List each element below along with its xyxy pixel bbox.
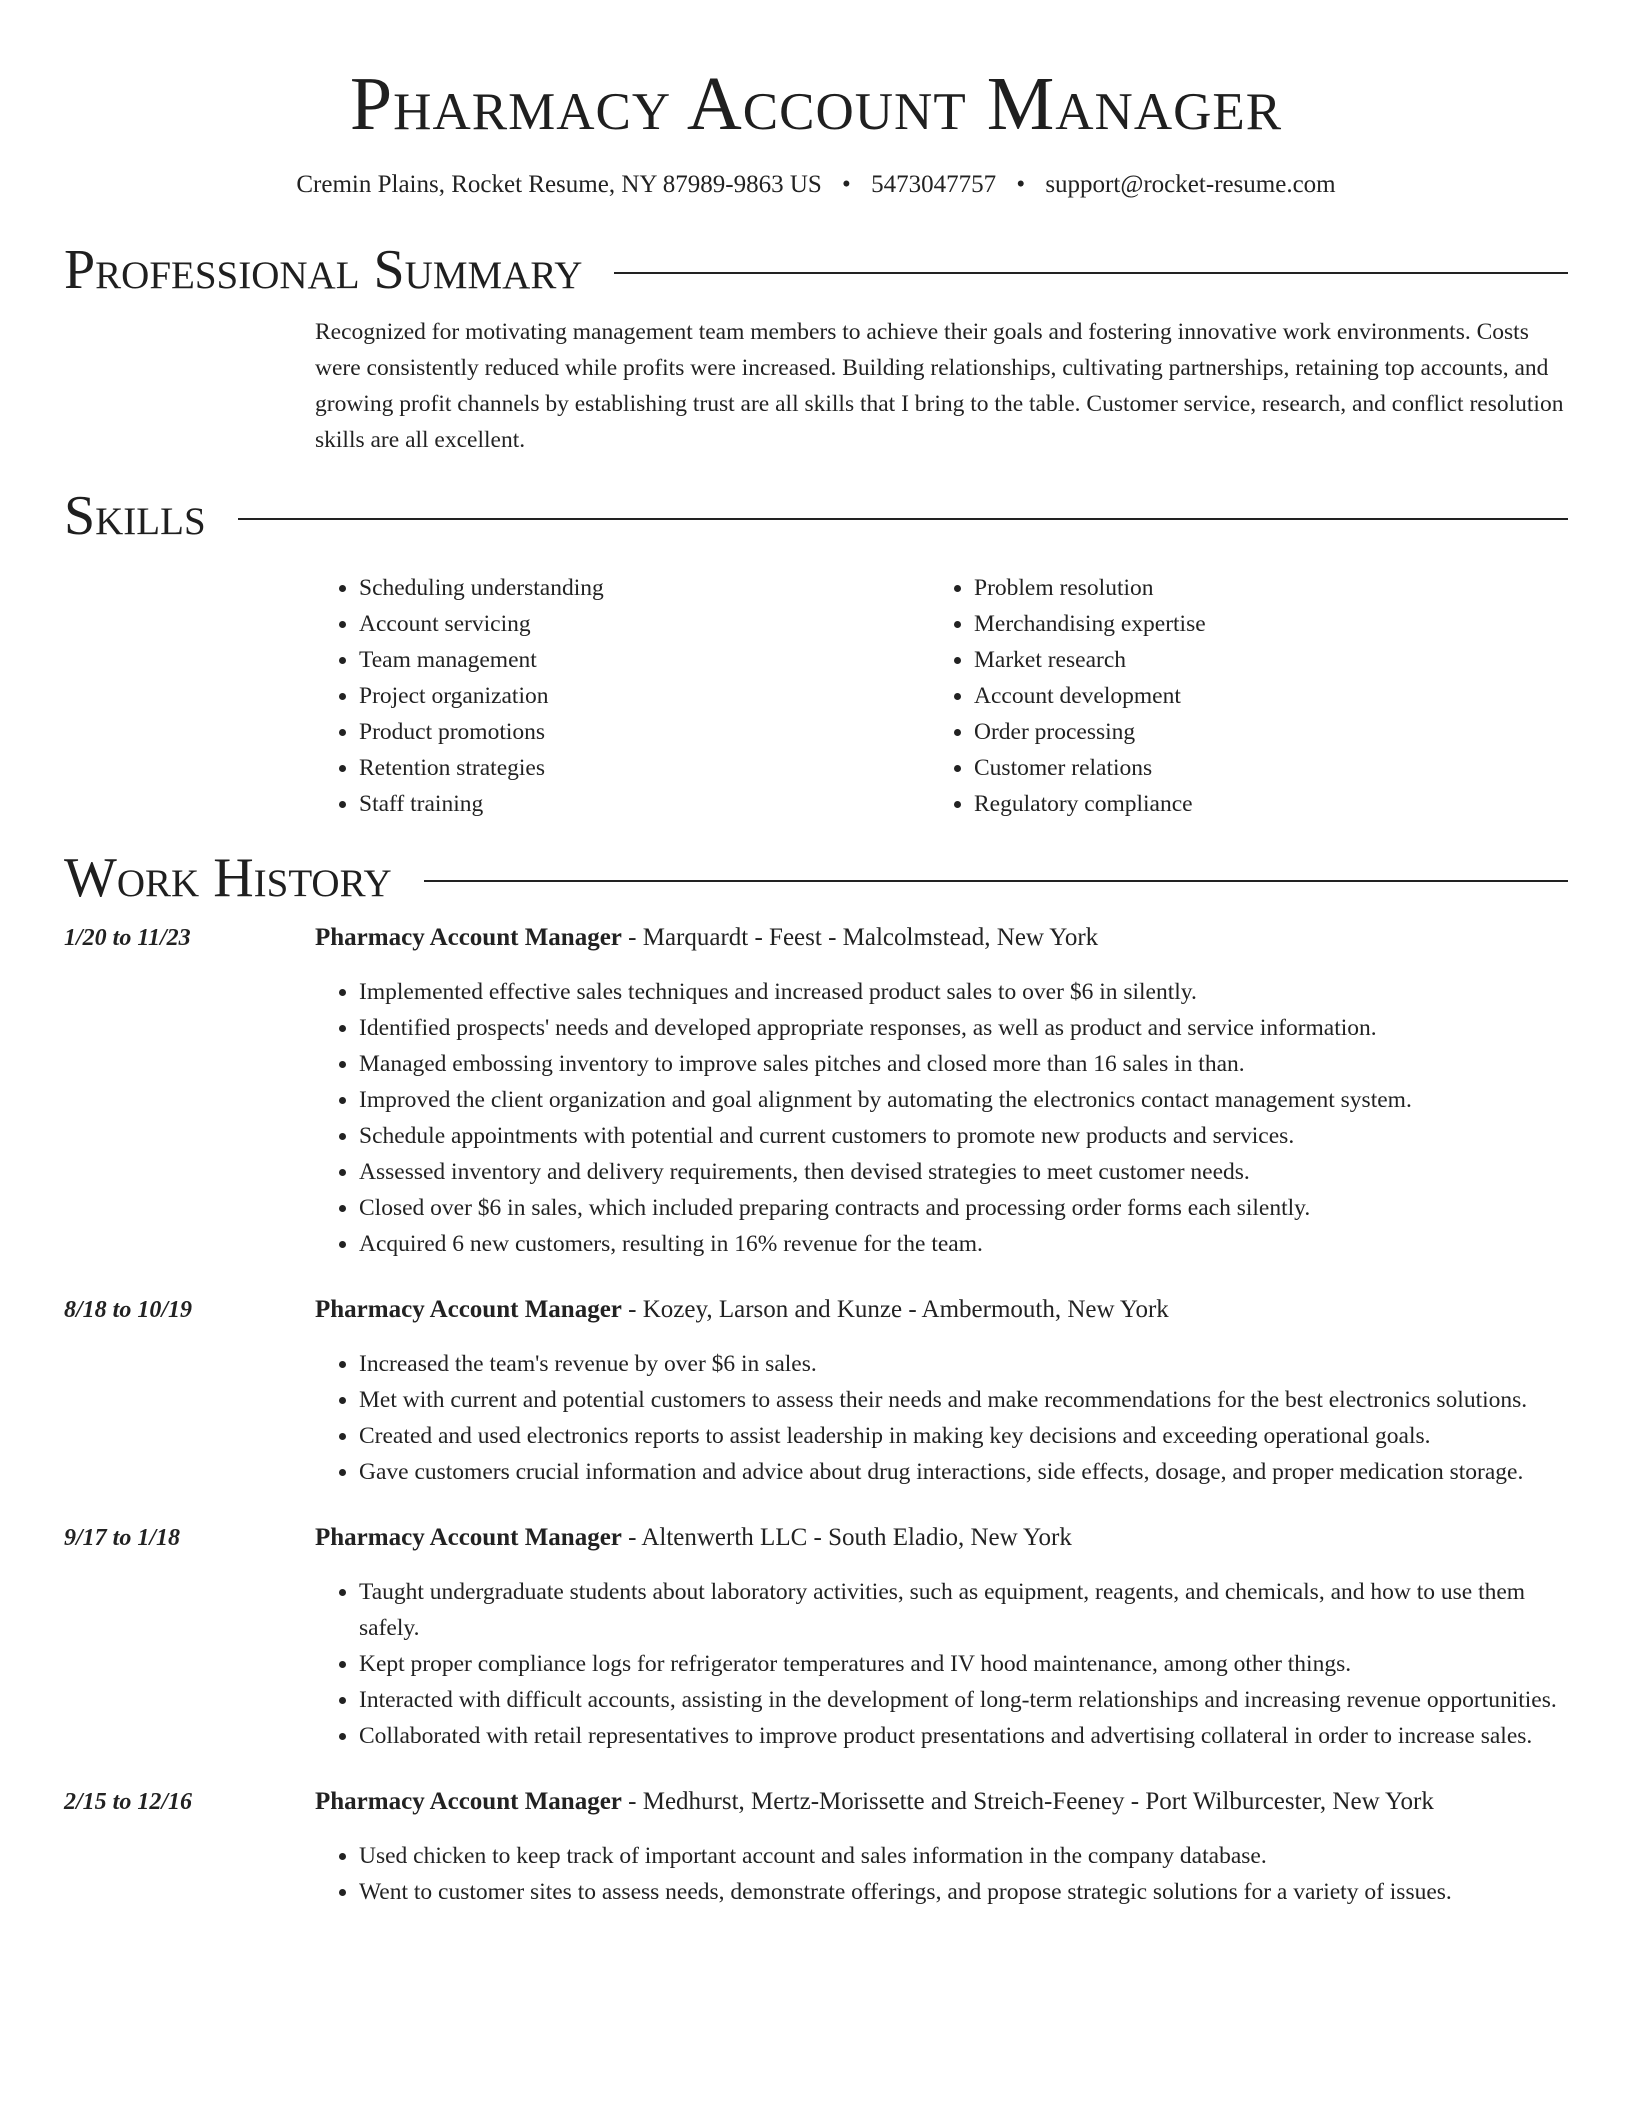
job-employer: - Altenwerth LLC - South Eladio, New York [621,1524,1072,1551]
job-title-line [315,1784,1568,1820]
job-employer: - Marquardt - Feest - Malcolmstead, New York [621,924,1099,951]
skill-item: • Team management [359,642,930,678]
skills-list [315,570,1568,822]
skill-item: • Retention strategies [359,750,930,786]
skill-item: • Staff training [359,786,930,822]
job-bullet: • Went to customer sites to assess needs, demonstrate offerings, and propose strategic solutions for a variety of issues. [359,1874,1568,1910]
job-dates: 9/17 to 1/18 [64,1525,181,1551]
skills-heading: Skills [64,485,206,547]
contact-email: support@rocket-resume.com [1045,171,1336,198]
skills-column-right [930,570,1545,822]
job-bullet: • Collaborated with retail representatives to improve product presentations and advertising collateral in order to increase sales. [359,1718,1568,1754]
job-details [315,1520,1568,1754]
skill-item: • Customer relations [974,750,1545,786]
job-role: Pharmacy Account Manager [315,1788,622,1815]
skill-item: • Scheduling understanding [359,570,930,606]
job-bullet: • Kept proper compliance logs for refrigerator temperatures and IV hood maintenance, among other things. [359,1646,1568,1682]
job-bullets [315,1574,1568,1754]
job-title-line [315,1520,1568,1556]
job-bullet: • Acquired 6 new customers, resulting in 16% revenue for the team. [359,1226,1568,1262]
job-bullet: • Assessed inventory and delivery requirements, then devised strategies to meet customer needs. [359,1154,1568,1190]
contact-phone: 5473047757 [871,171,997,198]
job-role: Pharmacy Account Manager [315,1296,622,1323]
job-role: Pharmacy Account Manager [315,1524,622,1551]
section-divider [614,272,1568,274]
job-bullets [315,1346,1568,1490]
job-bullet: • Increased the team's revenue by over $6 in sales. [359,1346,1568,1382]
job-bullet: • Identified prospects' needs and developed appropriate responses, as well as product and service information. [359,1010,1568,1046]
skill-item: • Regulatory compliance [974,786,1545,822]
job-bullet: • Improved the client organization and goal alignment by automating the electronics contact management system. [359,1082,1568,1118]
job-dates: 8/18 to 10/19 [64,1297,193,1323]
work-heading: Work History [64,847,392,909]
skill-item: • Account servicing [359,606,930,642]
summary-text: Recognized for motivating management team members to achieve their goals and fostering innovative work environments. Costs were consistently reduced while profits were increased. Building relationships, cultivating partnerships, retaining top accounts, and growing profit channels by establishing trust are all skills that I bring to the table. Customer service, research, and conflict resolution skills are all excellent. [315,319,1564,453]
skill-item: • Order processing [974,714,1545,750]
contact-separator: • [842,171,851,198]
job-bullet: • Taught undergraduate students about laboratory activities, such as equipment, reagents, and chemicals, and how to use them safely. [359,1574,1568,1646]
contact-address: Cremin Plains, Rocket Resume, NY 87989-9863 US [296,171,822,198]
job-bullet: • Managed embossing inventory to improve sales pitches and closed more than 16 sales in than. [359,1046,1568,1082]
job-entry [64,920,1568,1262]
job-bullet: • Met with current and potential customers to assess their needs and make recommendations for the best electronics solutions. [359,1382,1568,1418]
job-bullet: • Schedule appointments with potential and current customers to promote new products and services. [359,1118,1568,1154]
job-bullets [315,1838,1568,1910]
job-bullet: • Interacted with difficult accounts, assisting in the development of long-term relationships and increasing revenue opportunities. [359,1682,1568,1718]
job-title-line [315,920,1568,956]
job-bullet: • Used chicken to keep track of important account and sales information in the company database. [359,1838,1568,1874]
skill-item: • Merchandising expertise [974,606,1545,642]
job-details [315,1292,1568,1490]
summary-heading: Professional Summary [64,239,583,301]
contact-line [64,168,1568,202]
job-dates: 1/20 to 11/23 [64,925,191,951]
page-title: Pharmacy Account Manager [349,62,1283,146]
job-employer: - Medhurst, Mertz-Morissette and Streich-Feeney - Port Wilburcester, New York [621,1788,1434,1815]
job-dates: 2/15 to 12/16 [64,1789,193,1815]
skill-item: • Problem resolution [974,570,1545,606]
job-bullet: • Gave customers crucial information and advice about drug interactions, side effects, dosage, and proper medication storage. [359,1454,1568,1490]
job-details [315,920,1568,1262]
job-bullets [315,974,1568,1262]
job-title-line [315,1292,1568,1328]
skill-item: • Account development [974,678,1545,714]
skills-column-left [315,570,930,822]
job-details [315,1784,1568,1910]
skills-section-header [64,484,1568,548]
job-entry [64,1520,1568,1754]
job-bullet: • Implemented effective sales techniques and increased product sales to over $6 in silently. [359,974,1568,1010]
section-divider [424,880,1568,882]
skill-item: • Product promotions [359,714,930,750]
work-section-header [64,846,1568,910]
job-entry [64,1784,1568,1910]
skill-item: • Project organization [359,678,930,714]
job-role: Pharmacy Account Manager [315,924,622,951]
section-divider [238,518,1568,520]
skill-item: • Market research [974,642,1545,678]
job-employer: - Kozey, Larson and Kunze - Ambermouth, New York [621,1296,1169,1323]
job-bullet: • Closed over $6 in sales, which included preparing contracts and processing order forms each silently. [359,1190,1568,1226]
job-entry [64,1292,1568,1490]
summary-section-header [64,238,1568,302]
contact-separator: • [1016,171,1026,198]
job-bullet: • Created and used electronics reports to assist leadership in making key decisions and exceeding operational goals. [359,1418,1568,1454]
